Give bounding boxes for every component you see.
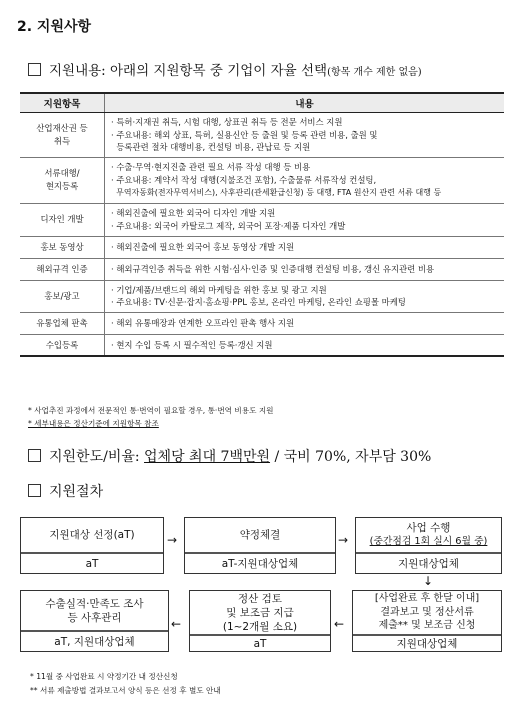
flow-step-execution-detail: (중간점검 1회 실시 6월 중) <box>369 536 488 547</box>
flow-step-execution-actor: 지원대상업체 <box>356 552 501 573</box>
table-row <box>20 203 504 236</box>
table-row <box>20 280 504 312</box>
content-line: · 현지 수입 등록 시 필수적인 등록·갱신 지원 <box>111 339 273 350</box>
content-line: · 해외규격인증 취득을 위한 시험·심사·인증 및 인증대행 컨설팅 비용, 갱신 유지관련 비용 <box>111 263 435 274</box>
flow-step-settlement-title-2: 및 보조금 지급 <box>226 606 294 619</box>
content-line: · 주요내용: 계약서 작성 대행(지불조건 포함), 수출물류 서류작성 컨설팅, <box>111 174 377 185</box>
support-item-content <box>105 157 505 203</box>
flow-step-report-title-2: 결과보고 및 정산서류 <box>380 606 474 618</box>
support-item-name <box>20 236 105 258</box>
flow-step-report-title-3: 제출** 및 보조금 신청 <box>378 620 476 632</box>
support-content-label: 지원내용: 아래의 지원항목 중 기업이 자율 선택 <box>49 63 328 79</box>
support-item-name-line: 홍보/광고 <box>44 290 80 301</box>
table-row <box>20 157 504 203</box>
flow-step-execution <box>355 517 502 574</box>
support-item-name <box>20 113 105 158</box>
header-content: 내용 <box>105 93 505 113</box>
table-row <box>20 312 504 334</box>
flow-step-followup-actor: aT, 지원대상업체 <box>21 630 168 651</box>
support-content-line <box>28 59 422 79</box>
flow-step-report-actor: 지원대상업체 <box>353 634 501 651</box>
table-header-row <box>20 93 504 113</box>
support-item-name-line: 현지등록 <box>45 181 79 192</box>
support-item-name-line: 디자인 개발 <box>40 214 84 225</box>
support-item-content <box>105 334 505 356</box>
footnote-2: ** 서류 제출방법 결과보고서 양식 등은 선정 후 별도 안내 <box>30 686 221 695</box>
flow-step-report-title-1: [사업완료 후 한달 이내] <box>374 593 480 605</box>
flow-step-selection <box>20 517 164 574</box>
flow-step-settlement <box>189 590 331 652</box>
limit-line <box>28 446 431 466</box>
content-line: · 해외 유통매장과 연계한 오프라인 판촉 행사 지원 <box>111 318 295 329</box>
flow-step-followup <box>20 590 169 652</box>
table-row <box>20 236 504 258</box>
support-items-table <box>20 92 504 357</box>
procedure-line <box>28 481 103 501</box>
content-line: · 해외진출에 필요한 외국어 디자인 개발 지원 <box>111 208 276 219</box>
arrow-down-icon: ↓ <box>423 574 434 588</box>
arrow-right-icon: → <box>167 533 178 547</box>
table-row <box>20 258 504 280</box>
support-item-content <box>105 258 505 280</box>
flow-step-followup-title-2: 등 사후관리 <box>67 611 122 624</box>
section-title: 2. 지원사항 <box>17 19 92 35</box>
support-item-content <box>105 113 505 158</box>
table-note-2-text: * 세부내용은 정산기준에 지원항목 참조 <box>28 419 159 428</box>
arrow-left-icon: ← <box>334 617 345 631</box>
flow-step-followup-title-1: 수출실적·만족도 조사 <box>45 597 144 610</box>
flow-step-agreement <box>184 517 336 574</box>
arrow-left-icon: ← <box>171 617 182 631</box>
support-item-content <box>105 280 505 312</box>
flow-step-selection-title: 지원대상 선정(aT) <box>49 529 135 541</box>
content-line: · 특허·지재권 취득, 시험 대행, 상표권 취득 등 전문 서비스 지원 <box>111 117 343 127</box>
content-line: · 수출·무역·현지진출 관련 필요 서류 작성 대행 등 비용 <box>111 162 311 173</box>
support-item-name-line: 산업재산권 등 <box>36 122 88 133</box>
content-line: 무역자동화(전자무역서비스), 사후관리(관세환급신청) 등 대행, FTA 원산지 관련 서류 대행 등 <box>111 187 442 197</box>
arrow-right-icon: → <box>338 533 349 547</box>
flow-step-agreement-title: 약정체결 <box>239 529 281 541</box>
flow-step-agreement-actor: aT-지원대상업체 <box>185 552 335 573</box>
table-note-2 <box>28 418 159 429</box>
checkbox-square-icon <box>28 484 41 497</box>
support-item-name <box>20 280 105 312</box>
procedure-label: 지원절차 <box>49 484 104 500</box>
support-item-content <box>105 236 505 258</box>
flow-step-settlement-actor: aT <box>190 634 330 651</box>
flow-step-report <box>352 590 502 652</box>
support-item-name-line: 홍보 동영상 <box>40 241 84 252</box>
support-item-name-line: 취득 <box>53 135 71 146</box>
support-item-name <box>20 258 105 280</box>
checkbox-square-icon <box>28 449 41 462</box>
table-row <box>20 113 504 158</box>
support-content-note: (항목 개수 제한 없음) <box>327 67 422 78</box>
flow-step-selection-actor: aT <box>21 552 163 573</box>
support-item-content <box>105 203 505 236</box>
limit-prefix: 지원한도/비율: <box>49 449 145 465</box>
support-item-name <box>20 157 105 203</box>
content-line: · 주요내용: TV·신문·잡지·홈쇼핑·PPL 홍보, 온라인 마케팅, 온라인 쇼핑몰 마케팅 <box>111 297 406 308</box>
flow-step-execution-title: 사업 수행 <box>406 522 451 534</box>
content-line: · 해외진출에 필요한 외국어 홍보 동영상 개발 지원 <box>111 241 295 252</box>
support-item-name-line: 수입등록 <box>45 339 79 350</box>
support-item-name <box>20 334 105 356</box>
support-item-name-line: 유통업체 판촉 <box>36 317 88 328</box>
content-line: · 주요내용: 해외 상표, 특허, 실용신안 등 출원 및 등록 관련 비용, 출원 및 <box>111 129 378 140</box>
table-note-1: * 사업추진 과정에서 전문적인 통·번역이 필요할 경우, 통·번역 비용도 지원 <box>28 406 274 415</box>
content-line: · 주요내용: 외국어 카탈로그 제작, 외국어 포장·제품 디자인 개발 <box>111 220 346 231</box>
content-line: 등록관련 절차 대행비용, 컨설팅 비용, 관납료 등 지원 <box>111 142 311 153</box>
support-item-name <box>20 312 105 334</box>
checkbox-square-icon <box>28 63 41 76</box>
footnote-1: * 11월 중 사업완료 시 약정기간 내 정산신청 <box>30 672 178 681</box>
flow-step-settlement-title-3: (1~2개월 소요) <box>222 620 298 633</box>
limit-suffix: / 국비 70%, 자부담 30% <box>270 449 432 465</box>
table-row <box>20 334 504 356</box>
support-item-content <box>105 312 505 334</box>
support-item-name <box>20 203 105 236</box>
support-item-name-line: 해외규격 인증 <box>36 263 88 274</box>
support-item-name-line: 서류대행/ <box>44 168 80 179</box>
content-line: · 기업/제품/브랜드의 해외 마케팅을 위한 홍보 및 광고 지원 <box>111 284 327 295</box>
header-item: 지원항목 <box>20 93 105 113</box>
limit-amount: 업체당 최대 7백만원 <box>144 449 271 465</box>
flow-step-settlement-title-1: 정산 검토 <box>238 592 282 605</box>
